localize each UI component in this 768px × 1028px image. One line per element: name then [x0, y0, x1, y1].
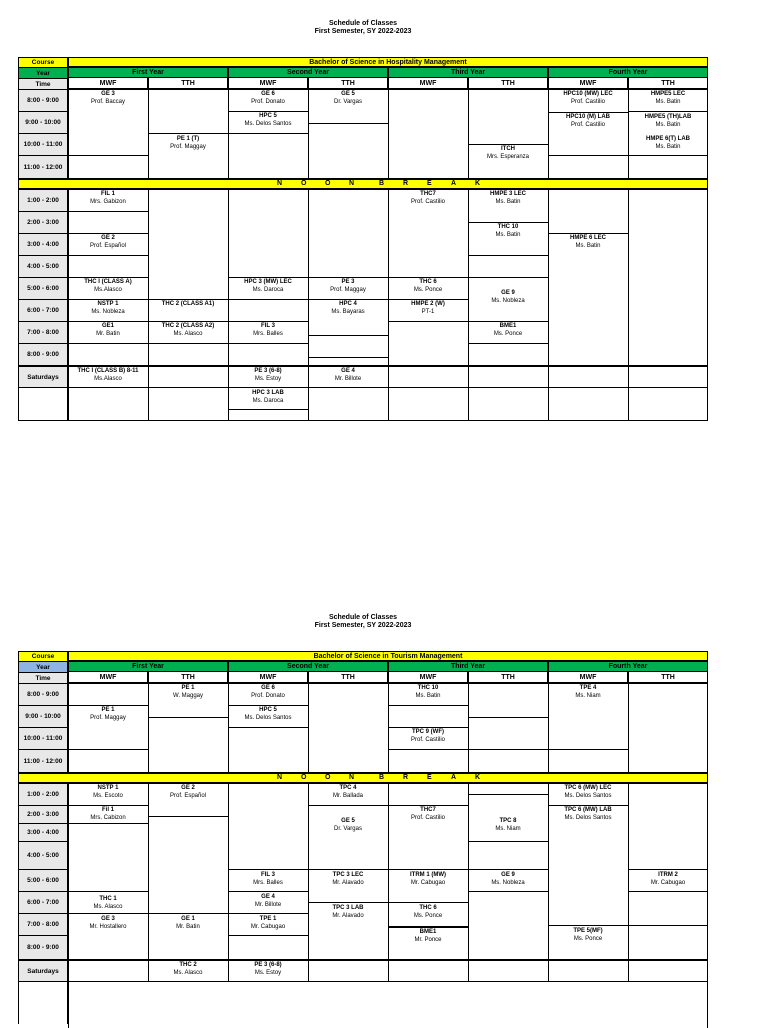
- noon-letter: K: [475, 774, 481, 781]
- class-entry: GE 9 Ms. Nobleza: [491, 290, 525, 304]
- class-entry: GE1 Mr. Batin: [96, 323, 120, 337]
- class-entry: TPC 9 (WF) Prof. Castilio: [410, 729, 445, 743]
- year-header: First Year: [68, 67, 228, 78]
- class-entry: BME1 Ms. Ponce: [493, 323, 523, 337]
- time-slot: 11:00 - 12:00: [18, 749, 68, 773]
- class-entry: THC I (CLASS B) 8-11 Ms.Alasco: [77, 368, 139, 382]
- class-entry: THC7 Prof. Castilio: [410, 807, 445, 821]
- day-header: MWF: [68, 672, 148, 683]
- class-entry: GE 3 Prof. Baccay: [90, 91, 125, 105]
- year-header: Second Year: [228, 661, 388, 672]
- noon-letter: N: [277, 180, 283, 187]
- class-entry: FIL 3 Mrs. Balles: [253, 323, 283, 337]
- time-slot: 6:00 - 7:00: [18, 891, 68, 913]
- class-entry: HPC10 (M) LAB Prof. Castilio: [565, 114, 610, 128]
- day-header: MWF: [388, 672, 468, 683]
- class-entry: FIL 1 Mrs. Gabizon: [90, 191, 126, 205]
- schedule-subtitle: First Semester, SY 2022-2023: [314, 622, 412, 629]
- day-header: MWF: [548, 78, 628, 89]
- noon-break-band: [18, 179, 708, 189]
- noon-letter: O: [325, 180, 331, 187]
- class-entry: HMPE 2 (W) PT-1: [411, 301, 445, 315]
- noon-letter: E: [427, 774, 432, 781]
- year-label: Year: [18, 67, 68, 78]
- noon-letter: A: [451, 774, 457, 781]
- class-entry: PE 3 (6-8) Ms. Estoy: [254, 962, 282, 976]
- day-header: TTH: [148, 672, 228, 683]
- noon-letter: O: [301, 180, 307, 187]
- time-label: Time: [18, 78, 68, 89]
- class-entry: GE 1 Mr. Batin: [176, 916, 200, 930]
- class-entry: PE 1 Prof. Maggay: [90, 707, 126, 721]
- class-entry: HPC 4 Ms. Bayaras: [331, 301, 365, 315]
- day-header: MWF: [388, 78, 468, 89]
- class-entry: GE 9 Ms. Nobleza: [491, 872, 525, 886]
- day-header: MWF: [228, 672, 308, 683]
- time-slot: 1:00 - 2:00: [18, 189, 68, 211]
- noon-letter: O: [301, 774, 307, 781]
- day-header: MWF: [68, 78, 148, 89]
- class-entry: GE 4 Mr. Billote: [254, 894, 282, 908]
- class-entry: HPC 5 Ms. Delos Santos: [244, 707, 292, 721]
- class-entry: PE 1 W. Maggay: [172, 685, 203, 699]
- time-slot: 3:00 - 4:00: [18, 823, 68, 841]
- class-entry: HPC 3 (MW) LEC Ms. Daroca: [244, 279, 292, 293]
- noon-letter: K: [475, 180, 481, 187]
- day-header: TTH: [468, 672, 548, 683]
- time-slot: 9:00 - 10:00: [18, 111, 68, 133]
- year-header: Fourth Year: [548, 67, 708, 78]
- time-slot: 8:00 - 9:00: [18, 935, 68, 959]
- class-entry: TPC 8 Ms. Niam: [495, 818, 521, 832]
- class-entry: THC 2 (CLASS A1): [161, 301, 215, 307]
- class-entry: THC 10 Ms. Batin: [495, 224, 521, 238]
- class-entry: TPE 4 Ms. Niam: [575, 685, 601, 699]
- class-entry: GE 2 Prof. Español: [89, 235, 127, 249]
- class-entry: THC7 Prof. Castilio: [410, 191, 445, 205]
- noon-letter: B: [379, 180, 385, 187]
- course-name: Bachelor of Science in Tourism Management: [68, 651, 708, 661]
- class-entry: TPC 3 LAB Mr. Alavado: [332, 905, 364, 919]
- class-entry: THC 2 (CLASS A2) Ms. Alasco: [161, 323, 215, 337]
- time-slot: 1:00 - 2:00: [18, 783, 68, 805]
- time-slot: 8:00 - 9:00: [18, 343, 68, 365]
- course-name: Bachelor of Science in Hospitality Management: [68, 57, 708, 67]
- noon-letter: O: [325, 774, 331, 781]
- time-slot: 6:00 - 7:00: [18, 299, 68, 321]
- time-slot: 10:00 - 11:00: [18, 133, 68, 155]
- saturdays-label: Saturdays: [18, 365, 68, 387]
- class-entry: ITCH Mrs. Esperanza: [486, 146, 529, 160]
- class-entry: GE 5 Dr. Vargas: [334, 818, 362, 832]
- class-entry: TPC 3 LEC Mr. Alavado: [332, 872, 364, 886]
- class-entry: ITRM 2 Mr. Cabugao: [650, 872, 686, 886]
- schedule-subtitle: First Semester, SY 2022-2023: [314, 28, 412, 35]
- blank-label: [18, 387, 68, 421]
- class-entry: TPC 6 (MW) LEC Ms. Delos Santos: [564, 785, 612, 799]
- noon-letter: N: [349, 180, 355, 187]
- day-header: MWF: [228, 78, 308, 89]
- class-entry: THC I (CLASS A) Ms.Alasco: [84, 279, 132, 293]
- time-slot: 3:00 - 4:00: [18, 233, 68, 255]
- year-header: Third Year: [388, 67, 548, 78]
- time-label: Time: [18, 672, 68, 683]
- class-entry: THC 6 Ms. Ponce: [413, 279, 443, 293]
- class-entry: GE 3 Mr. Hostallero: [89, 916, 127, 930]
- class-entry: BME1 Mr. Ponce: [414, 929, 442, 943]
- day-header: TTH: [468, 78, 548, 89]
- class-entry: GE 4 Mr. Billote: [334, 368, 362, 382]
- time-slot: 2:00 - 3:00: [18, 211, 68, 233]
- time-slot: 5:00 - 6:00: [18, 277, 68, 299]
- class-entry: TPC 4 Mr. Ballada: [332, 785, 363, 799]
- noon-break-band: [18, 773, 708, 783]
- class-entry: HMPE 6(T) LAB Ms. Batin: [646, 136, 690, 150]
- time-slot: 2:00 - 3:00: [18, 805, 68, 823]
- day-header: TTH: [308, 672, 388, 683]
- blank-label: [18, 981, 68, 1024]
- class-entry: PE 3 (6-8) Ms. Estoy: [254, 368, 282, 382]
- class-entry: PE 3 Prof. Maggay: [330, 279, 366, 293]
- time-slot: 8:00 - 9:00: [18, 89, 68, 111]
- class-entry: GE 2 Prof. Español: [169, 785, 207, 799]
- noon-letter: R: [403, 180, 409, 187]
- year-header: Second Year: [228, 67, 388, 78]
- class-entry: HPC 3 LAB Ms. Daroca: [252, 390, 284, 404]
- time-slot: 7:00 - 8:00: [18, 321, 68, 343]
- day-header: TTH: [308, 78, 388, 89]
- time-slot: 11:00 - 12:00: [18, 155, 68, 179]
- class-entry: FIL 3 Mrs. Balles: [253, 872, 283, 886]
- class-entry: HPC 5 Ms. Delos Santos: [244, 113, 292, 127]
- class-entry: THC 10 Ms. Batin: [415, 685, 441, 699]
- class-entry: NSTP 1 Ms. Escoto: [93, 785, 123, 799]
- time-slot: 4:00 - 5:00: [18, 255, 68, 277]
- course-label: Course: [18, 651, 68, 661]
- class-entry: TPC 6 (MW) LAB Ms. Delos Santos: [564, 807, 612, 821]
- noon-letter: E: [427, 180, 432, 187]
- noon-letter: B: [379, 774, 385, 781]
- class-entry: THC 6 Ms. Ponce: [413, 905, 443, 919]
- day-header: TTH: [628, 78, 708, 89]
- time-slot: 4:00 - 5:00: [18, 841, 68, 869]
- class-entry: GE 5 Dr. Vargas: [334, 91, 362, 105]
- class-entry: TPE 5(MF) Ms. Ponce: [573, 928, 603, 942]
- class-entry: PE 1 (T) Prof. Maggay: [170, 136, 206, 150]
- class-entry: TPE 1 Mr. Cabugao: [250, 916, 286, 930]
- time-slot: 5:00 - 6:00: [18, 869, 68, 891]
- class-entry: HMPE 3 LEC Ms. Batin: [489, 191, 526, 205]
- time-slot: 8:00 - 9:00: [18, 683, 68, 705]
- schedule-title: Schedule of Classes: [328, 20, 398, 27]
- saturdays-label: Saturdays: [18, 959, 68, 981]
- year-header: First Year: [68, 661, 228, 672]
- class-entry: ITRM 1 (MW) Mr. Cabugao: [410, 872, 446, 886]
- class-entry: THC 2 Ms. Alasco: [173, 962, 203, 976]
- class-entry: HMPE5 LEC Ms. Batin: [650, 91, 686, 105]
- year-label: Year: [18, 661, 68, 672]
- schedule-title: Schedule of Classes: [328, 614, 398, 621]
- class-entry: HMPE5 (TH)LAB Ms. Batin: [644, 114, 692, 128]
- time-slot: 7:00 - 8:00: [18, 913, 68, 935]
- class-entry: Fil 1 Mrs. Cabizon: [90, 807, 126, 821]
- time-slot: 9:00 - 10:00: [18, 705, 68, 727]
- noon-letter: N: [277, 774, 283, 781]
- class-entry: HPC10 (MW) LEC Prof. Castilio: [563, 91, 613, 105]
- day-header: MWF: [548, 672, 628, 683]
- noon-letter: A: [451, 180, 457, 187]
- year-header: Fourth Year: [548, 661, 708, 672]
- day-header: TTH: [148, 78, 228, 89]
- noon-letter: R: [403, 774, 409, 781]
- noon-letter: N: [349, 774, 355, 781]
- course-label: Course: [18, 57, 68, 67]
- class-entry: NSTP 1 Ms. Nobleza: [91, 301, 125, 315]
- time-slot: 10:00 - 11:00: [18, 727, 68, 749]
- year-header: Third Year: [388, 661, 548, 672]
- day-header: TTH: [628, 672, 708, 683]
- class-entry: HMPE 6 LEC Ms. Batin: [569, 235, 606, 249]
- class-entry: GE 6 Prof. Donato: [251, 685, 285, 699]
- class-entry: GE 6 Prof. Donato: [251, 91, 285, 105]
- class-entry: THC 1 Ms. Alasco: [93, 896, 123, 910]
